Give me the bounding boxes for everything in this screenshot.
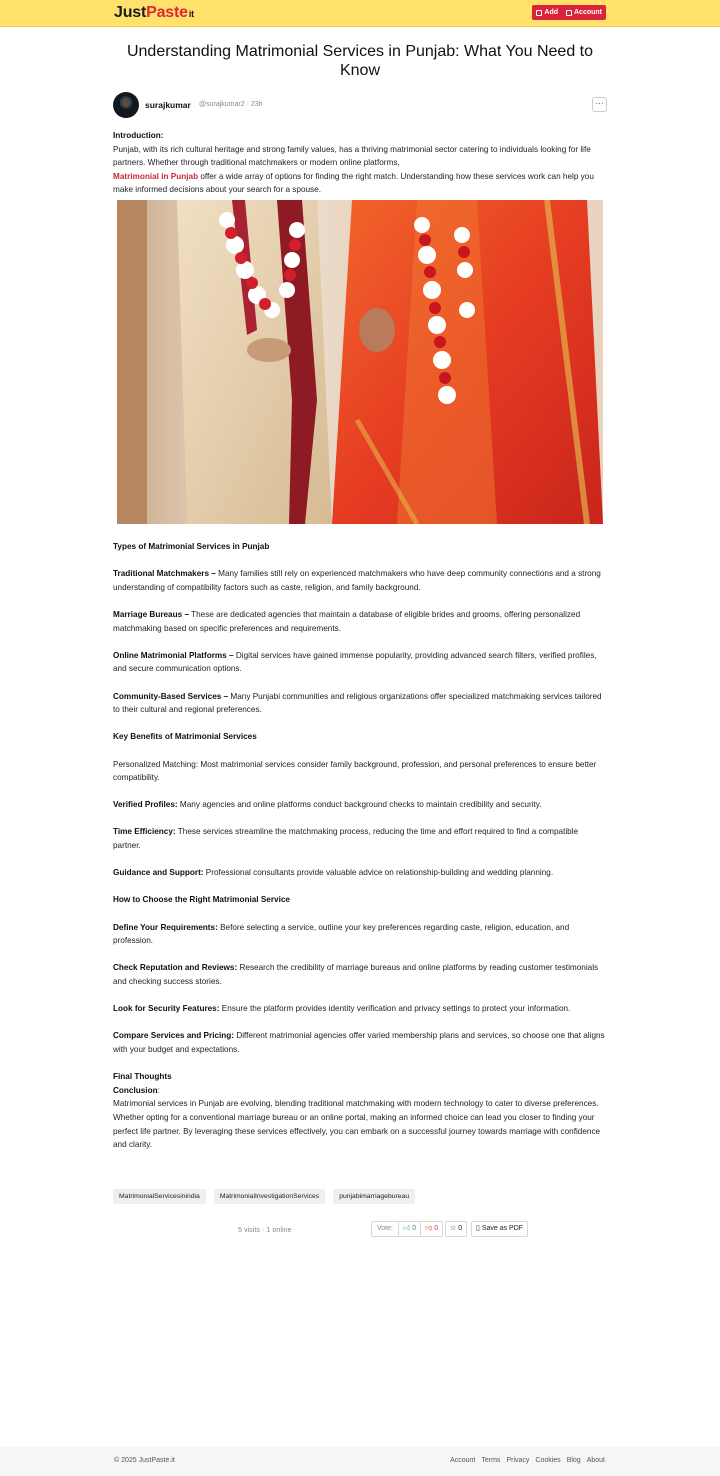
section-heading: Guidance and Support: [113, 868, 204, 878]
top-navbar [0, 0, 720, 27]
section-paragraph [113, 730, 607, 744]
section-paragraph [113, 758, 607, 785]
section-text: Personalized Matching: Most matrimonial services consider family background, profession, and personal preferences to ensure better compatibility. [113, 759, 597, 783]
author-row [113, 92, 607, 119]
user-icon [566, 10, 572, 16]
section-text: Many agencies and online platforms conduct background checks to maintain credibility and security. [177, 800, 542, 810]
section-paragraph [113, 608, 607, 635]
section-text: Digital services have gained immense popularity, providing advanced search filters, verified profiles, and secure communication options. [113, 650, 597, 674]
save-as-pdf-button[interactable] [471, 1221, 528, 1237]
section-paragraph [113, 825, 607, 852]
upvote-count: 0 [412, 1225, 417, 1232]
intro-text-after: offer a wide array of options for finding the right match. Understanding how these services work can help you make informed decisions about your search for a spouse. [113, 171, 594, 195]
section-heading: Types of Matrimonial Services in Punjab [113, 542, 270, 551]
section-heading: Check Reputation and Reviews: [113, 963, 238, 973]
vote-label: Vote: [372, 1222, 399, 1236]
section-paragraph [113, 690, 607, 717]
avatar[interactable] [113, 92, 139, 118]
logo-text-paste: Paste [146, 4, 188, 21]
section-paragraph [113, 540, 607, 554]
section-paragraph [113, 1029, 607, 1056]
logo-text-it: it [188, 9, 194, 19]
section-text: Many Punjabi communities and religious organizations offer specialized matchmaking services tailored to their cultural and regional preferences. [113, 691, 602, 715]
section-paragraph [113, 866, 607, 880]
section-text: Ensure the platform provides identity verification and privacy settings to protect your information. [219, 1004, 571, 1014]
upvote-button[interactable] [399, 1222, 421, 1236]
section-heading: How to Choose the Right Matrimonial Service [113, 895, 290, 905]
pdf-icon: ▯ [476, 1225, 480, 1232]
section-text: Before selecting a service, outline your key preferences regarding caste, religion, education, and profession. [113, 922, 570, 946]
section-heading: Marriage Bureaus – [113, 609, 189, 619]
more-options-button[interactable]: ··· [592, 97, 607, 112]
matrimonial-in-punjab-link[interactable]: Matrimonial in Punjab [113, 171, 199, 181]
footer-link-account[interactable]: Account [450, 1457, 476, 1464]
author-meta: @surajkumar2 · 23h [199, 101, 263, 108]
final-thoughts-heading: Final Thoughts [113, 1072, 172, 1082]
section-paragraph [113, 649, 607, 676]
footer-link-cookies[interactable]: Cookies [535, 1457, 561, 1464]
conclusion-colon: : [157, 1085, 160, 1095]
wedding-illustration [117, 200, 603, 524]
footer-link-terms[interactable]: Terms [481, 1457, 501, 1464]
section-text: Professional consultants provide valuable advice on relationship-building and wedding planning. [203, 868, 554, 878]
downvote-count: 0 [434, 1225, 439, 1232]
section-text: Many families still rely on experienced matchmakers who have deep community connections and a strong understanding of compatibility factors such as caste, religion, and family background. [113, 569, 601, 592]
intro-paragraph [113, 129, 607, 197]
thumbs-down-icon: 👎︎ [425, 1225, 433, 1232]
section-paragraph [113, 961, 607, 988]
thumbs-up-icon: 👍︎ [402, 1225, 411, 1232]
section-heading: Traditional Matchmakers – [113, 569, 216, 579]
account-button-label: Account [574, 9, 602, 16]
vote-group [371, 1221, 443, 1237]
tag-chip[interactable]: punjabimarriagebureau [333, 1189, 415, 1204]
section-paragraph [113, 1002, 607, 1016]
add-button[interactable] [532, 5, 562, 20]
section-heading: Community-Based Services – [113, 691, 229, 701]
intro-text: Punjab, with its rich cultural heritage and strong family values, has a thriving matrimonial sector catering to individuals looking for life partners. Whether through traditional matchmakers or modern online platforms, [113, 144, 591, 168]
section-paragraph [113, 893, 607, 907]
star-icon: ☆ [450, 1225, 457, 1232]
intro-heading: Introduction: [113, 131, 164, 140]
section-heading: Define Your Requirements: [113, 922, 218, 932]
section-paragraph [113, 567, 607, 594]
conclusion-paragraph [113, 1070, 607, 1152]
section-text: Different matrimonial agencies offer varied membership plans and services, so choose one that aligns with your budget and expectations. [113, 1031, 605, 1054]
section-text: These are dedicated agencies that maintain a database of eligible brides and grooms, offering personalized matchmaking based on specific preferences and requirements. [113, 609, 581, 633]
star-count: 0 [458, 1225, 463, 1232]
section-heading: Time Efficiency: [113, 827, 176, 837]
section-heading: Compare Services and Pricing: [113, 1031, 235, 1041]
article-body [113, 540, 607, 1165]
section-text: Research the credibility of marriage bureaus and online platforms by reading customer testimonials and checking success stories. [113, 963, 599, 986]
author-name[interactable]: surajkumar [145, 100, 191, 110]
logo-text-just: Just [114, 4, 147, 21]
add-button-label: Add [544, 9, 558, 16]
downvote-button[interactable] [421, 1222, 442, 1236]
section-paragraph [113, 798, 607, 812]
conclusion-label: Conclusion [113, 1085, 158, 1095]
account-button[interactable] [562, 5, 606, 20]
save-as-pdf-label: Save as PDF [481, 1225, 524, 1232]
section-heading: Online Matrimonial Platforms – [113, 650, 234, 660]
footer-link-blog[interactable]: Blog [566, 1457, 581, 1464]
wedding-photo [117, 200, 603, 524]
footer-link-about[interactable]: About [586, 1457, 605, 1464]
site-logo[interactable] [114, 4, 194, 23]
star-button[interactable] [445, 1221, 467, 1237]
footer-links [450, 1457, 605, 1464]
tag-chip[interactable]: MatrimonialInvestigationServices [214, 1189, 325, 1204]
section-text: These services streamline the matchmaking process, reducing the time and effort required to find a compatible partner. [113, 827, 579, 851]
section-heading: Look for Security Features: [113, 1004, 220, 1014]
conclusion-text: Matrimonial services in Punjab are evolving, blending traditional matchmaking with modern technology to cater to diverse preferences. Whether opting for a conventional marriage bureau or an online portal, making an informed choice can lead you closer to finding your perfect life partner. By leveraging these services effectively, you can embark on a successful journey towards marriage with confidence and clarity. [113, 1099, 601, 1150]
tag-chip[interactable]: MatrimonialServicesinindia [113, 1189, 206, 1204]
section-heading: Verified Profiles: [113, 800, 178, 810]
section-heading: Key Benefits of Matrimonial Services [113, 732, 257, 742]
article-title: Understanding Matrimonial Services in Punjab: What You Need to Know [126, 43, 594, 79]
tag-list [113, 1189, 415, 1204]
footer-link-privacy[interactable]: Privacy [506, 1457, 530, 1464]
footer [0, 1447, 720, 1476]
visit-stats: 5 visits · 1 online [238, 1225, 292, 1234]
copyright: © 2025 JustPaste.it [114, 1457, 175, 1464]
header-actions [532, 5, 606, 20]
edit-icon [536, 10, 542, 16]
section-paragraph [113, 921, 607, 948]
